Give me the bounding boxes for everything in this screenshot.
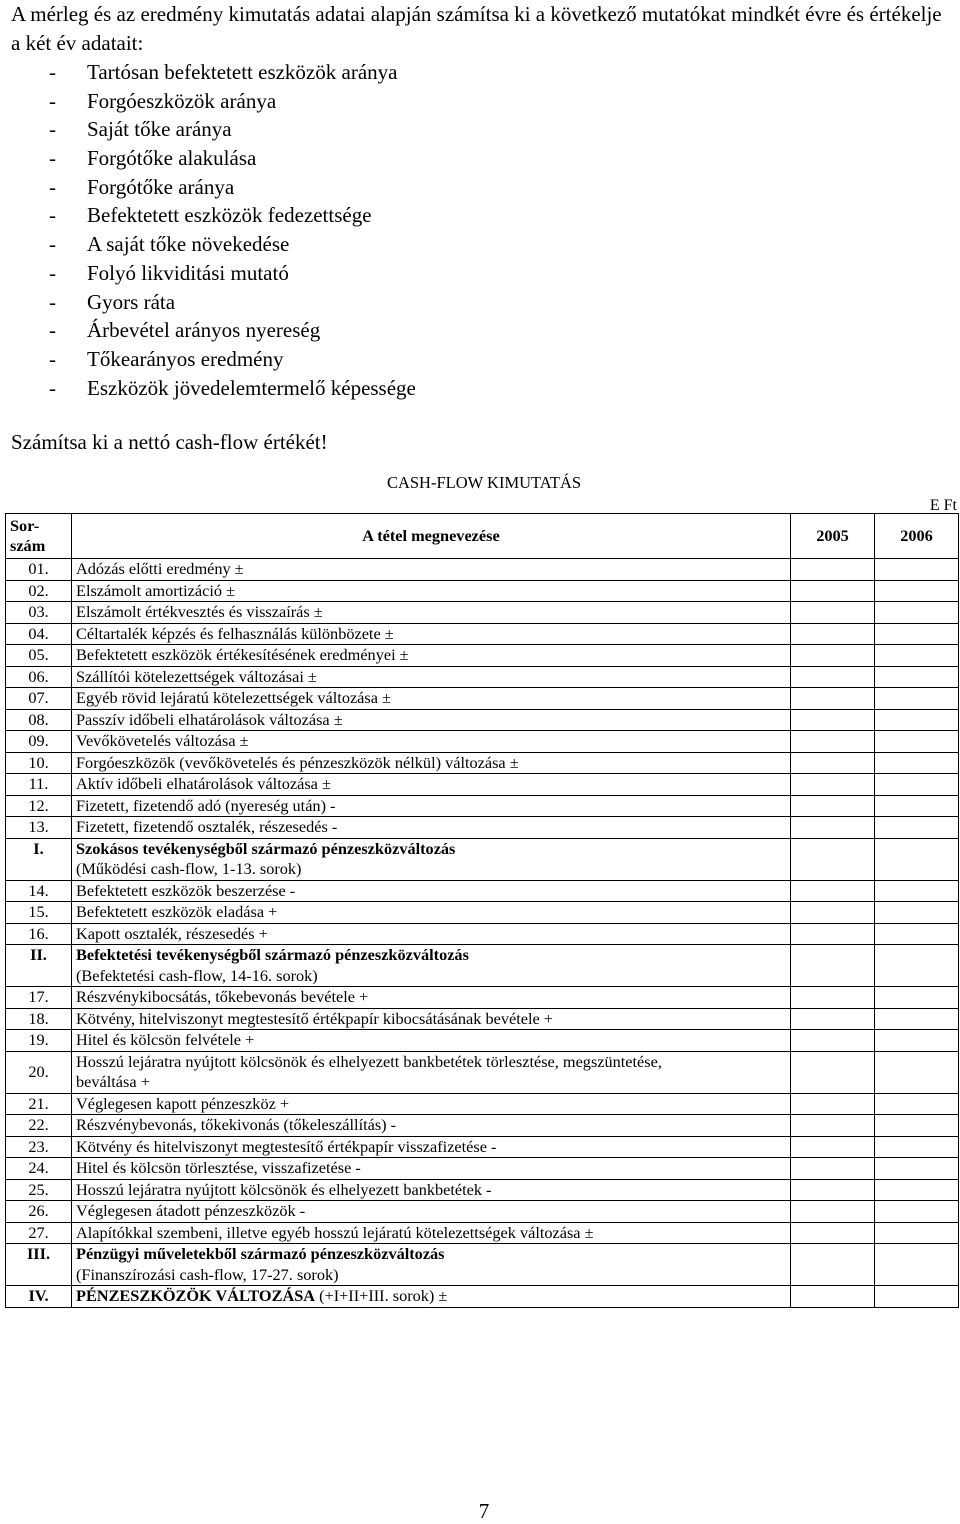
bullet-dash: - [49, 146, 56, 171]
header-sorszam-line2: szám [10, 536, 46, 555]
row-label [72, 645, 791, 667]
value-2006-cell[interactable] [875, 987, 959, 1009]
value-2006-cell[interactable] [875, 1008, 959, 1030]
row-label-bold: PÉNZESZKÖZÖK VÁLTOZÁSA [76, 1286, 316, 1305]
indicator-label: Befektetett eszközök fedezettsége [87, 203, 372, 228]
bullet-dash: - [49, 346, 56, 371]
indicator-label: Tartósan befektetett eszközök aránya [87, 60, 398, 84]
row-label-text: Véglegesen kapott pénzeszköz + [76, 1093, 290, 1113]
table-row [6, 645, 959, 667]
row-number: 03. [6, 602, 72, 624]
row-label [72, 817, 791, 839]
row-label [72, 1244, 791, 1286]
row-label-line2: (Finanszírozási cash-flow, 17-27. sorok) [76, 1264, 339, 1284]
value-2006-cell[interactable] [875, 1158, 959, 1180]
row-label [72, 774, 791, 796]
row-label [72, 1051, 791, 1093]
indicator-label: Forgótőke alakulása [87, 146, 257, 171]
row-number: 11. [6, 774, 72, 796]
indicator-label: Tőkearányos eredmény [87, 346, 284, 371]
value-2005-cell[interactable] [791, 1158, 875, 1180]
value-2006-cell[interactable] [875, 1093, 959, 1115]
indicator-list [11, 58, 956, 402]
row-label [72, 559, 791, 581]
indicator-label: A saját tőke növekedése [87, 232, 290, 257]
value-2005-cell[interactable] [791, 1093, 875, 1115]
row-label-text: Részvénykibocsátás, tőkebevonás bevétele + [76, 987, 369, 1006]
row-label-text: Hitel és kölcsön felvétele + [76, 1030, 255, 1049]
table-row [6, 1244, 959, 1286]
row-label-text: Elszámolt értékvesztés és visszaírás ± [76, 602, 323, 621]
table-row [6, 774, 959, 796]
indicator-label: Forgótőke aránya [87, 174, 235, 199]
indicator-item [11, 201, 956, 230]
value-2005-cell[interactable] [791, 1136, 875, 1158]
value-2006-cell[interactable] [875, 1222, 959, 1244]
row-label-text: Céltartalék képzés és felhasználás különbözete ± [76, 623, 394, 643]
indicator-item [11, 87, 956, 116]
value-2005-cell[interactable] [791, 1115, 875, 1137]
row-label-text: Hosszú lejáratra nyújtott kölcsönök és elhelyezett bankbetétek törlesztése, megszüntetése, [76, 1051, 662, 1071]
indicator-item [11, 230, 956, 259]
intro-section [11, 0, 956, 402]
row-number: 18. [6, 1008, 72, 1030]
row-label-line2: beváltása + [76, 1072, 150, 1091]
row-number: 22. [6, 1115, 72, 1137]
cashflow-table [5, 513, 959, 1308]
indicator-label: Árbevétel arányos nyereség [87, 318, 321, 343]
indicator-item [11, 316, 956, 345]
row-label-text: Adózás előtti eredmény ± [76, 559, 244, 578]
bullet-dash: - [49, 318, 56, 343]
indicator-item [11, 144, 956, 173]
row-label [72, 987, 791, 1009]
value-2006-cell[interactable] [875, 645, 959, 667]
row-label [72, 623, 791, 645]
table-row [6, 987, 959, 1009]
table-row [6, 795, 959, 817]
row-label [72, 1030, 791, 1052]
row-label [72, 838, 791, 880]
row-label [72, 1201, 791, 1223]
row-label-text: Kötvény, hitelviszonyt megtestesítő értékpapír kibocsátásának bevétele + [76, 1008, 553, 1028]
value-2006-cell[interactable] [875, 1030, 959, 1052]
indicator-label: Eszközök jövedelemtermelő képessége [87, 375, 416, 400]
value-2006-cell[interactable] [875, 752, 959, 774]
value-2005-cell[interactable] [791, 817, 875, 839]
row-label-text: Passzív időbeli elhatárolások változása ± [76, 709, 343, 729]
indicator-label: Saját tőke aránya [87, 117, 232, 142]
task-text: Számítsa ki a nettó cash-flow értékét! [11, 430, 328, 454]
table-row [6, 602, 959, 624]
indicator-label: Folyó likviditási mutató [87, 260, 289, 285]
value-2005-cell[interactable] [791, 1179, 875, 1201]
value-2005-cell[interactable] [791, 1222, 875, 1244]
table-row [6, 945, 959, 987]
value-2005-cell[interactable] [791, 923, 875, 945]
header-item-name: A tétel megnevezése [72, 514, 791, 559]
row-label [72, 923, 791, 945]
row-number: 06. [6, 666, 72, 688]
value-2006-cell[interactable] [875, 1286, 959, 1308]
row-label [72, 1093, 791, 1115]
bullet-dash: - [49, 375, 56, 400]
value-2006-cell[interactable] [875, 580, 959, 602]
row-number: 23. [6, 1136, 72, 1158]
row-number: 17. [6, 987, 72, 1009]
table-row [6, 1201, 959, 1223]
row-label-text: (+I+II+III. sorok) ± [315, 1286, 448, 1305]
row-label [72, 1008, 791, 1030]
value-2006-cell[interactable] [875, 880, 959, 902]
bullet-dash: - [49, 203, 56, 228]
value-2006-cell[interactable] [875, 817, 959, 839]
value-2005-cell[interactable] [791, 1051, 875, 1093]
table-row [6, 731, 959, 753]
row-label-text: Hosszú lejáratra nyújtott kölcsönök és elhelyezett bankbetétek - [76, 1179, 492, 1199]
bullet-dash: - [49, 117, 56, 142]
table-row [6, 817, 959, 839]
value-2006-cell[interactable] [875, 1115, 959, 1137]
table-row [6, 1179, 959, 1201]
value-2006-cell[interactable] [875, 1201, 959, 1223]
row-number: III. [6, 1244, 72, 1286]
row-label [72, 880, 791, 902]
indicator-item [11, 115, 956, 144]
row-number: 21. [6, 1093, 72, 1115]
row-label [72, 1158, 791, 1180]
header-sorszam-line1: Sor- [10, 516, 40, 535]
indicator-item [11, 288, 956, 317]
row-number: 04. [6, 623, 72, 645]
row-label-text: Elszámolt amortizáció ± [76, 580, 236, 600]
row-number: 16. [6, 923, 72, 945]
row-number: 08. [6, 709, 72, 731]
value-2006-cell[interactable] [875, 1051, 959, 1093]
row-number: 20. [6, 1051, 72, 1093]
row-number: 01. [6, 559, 72, 581]
value-2005-cell[interactable] [791, 731, 875, 753]
table-row [6, 1008, 959, 1030]
value-2006-cell[interactable] [875, 688, 959, 710]
value-2006-cell[interactable] [875, 1244, 959, 1286]
row-number: 07. [6, 688, 72, 710]
row-label [72, 580, 791, 602]
table-row [6, 709, 959, 731]
table-row [6, 1222, 959, 1244]
table-header-row [6, 514, 959, 559]
value-2005-cell[interactable] [791, 1030, 875, 1052]
row-label-text: Szállítói kötelezettségek változásai ± [76, 666, 317, 686]
unit-label: E Ft [929, 497, 957, 514]
value-2005-cell[interactable] [791, 623, 875, 645]
row-number: IV. [6, 1286, 72, 1308]
row-number: 05. [6, 645, 72, 667]
value-2006-cell[interactable] [875, 731, 959, 753]
row-number: 27. [6, 1222, 72, 1244]
intro-text: A mérleg és az eredmény kimutatás adatai alapján számítsa ki a következő mutatókat mindkét évre és értékelje a két év adatait: [11, 2, 942, 55]
header-sorszam [6, 514, 72, 559]
row-label [72, 1179, 791, 1201]
table-row [6, 666, 959, 688]
indicator-item [11, 374, 956, 403]
bullet-dash: - [49, 174, 56, 199]
bullet-dash: - [49, 260, 56, 285]
row-label-text: Fizetett, fizetendő osztalék, részesedés - [76, 817, 338, 836]
row-label-bold: Befektetési tevékenységből származó pénzeszközváltozás [76, 945, 469, 964]
value-2006-cell[interactable] [875, 623, 959, 645]
row-label-text: Véglegesen átadott pénzeszközök - [76, 1201, 306, 1220]
indicator-label: Forgóeszközök aránya [87, 88, 277, 113]
value-2006-cell[interactable] [875, 709, 959, 731]
bullet-dash: - [49, 232, 56, 257]
indicator-item [11, 345, 956, 374]
table-row [6, 559, 959, 581]
row-label [72, 666, 791, 688]
header-year-2006: 2006 [875, 514, 959, 559]
row-label-text: Forgóeszközök (vevőkövetelés és pénzeszközök nélkül) változása ± [76, 752, 519, 772]
row-number: 24. [6, 1158, 72, 1180]
value-2005-cell[interactable] [791, 580, 875, 602]
value-2006-cell[interactable] [875, 1136, 959, 1158]
page-number: 7 [478, 1499, 490, 1523]
row-label-line2: (Befektetési cash-flow, 14-16. sorok) [76, 965, 318, 985]
value-2005-cell[interactable] [791, 880, 875, 902]
table-row [6, 1051, 959, 1093]
table-row [6, 923, 959, 945]
row-number: 19. [6, 1030, 72, 1052]
row-number: 12. [6, 795, 72, 817]
value-2005-cell[interactable] [791, 709, 875, 731]
table-row [6, 752, 959, 774]
row-number: 15. [6, 902, 72, 924]
table-row [6, 1286, 959, 1308]
row-number: 09. [6, 731, 72, 753]
value-2006-cell[interactable] [875, 945, 959, 987]
value-2005-cell[interactable] [791, 559, 875, 581]
value-2005-cell[interactable] [791, 666, 875, 688]
table-row [6, 1093, 959, 1115]
indicator-item [11, 259, 956, 288]
row-label [72, 688, 791, 710]
table-row [6, 1030, 959, 1052]
value-2005-cell[interactable] [791, 987, 875, 1009]
value-2005-cell[interactable] [791, 1201, 875, 1223]
row-number: 10. [6, 752, 72, 774]
row-label [72, 1136, 791, 1158]
value-2006-cell[interactable] [875, 666, 959, 688]
row-label-text: Befektetett eszközök értékesítésének eredményei ± [76, 645, 409, 664]
row-label [72, 902, 791, 924]
value-2005-cell[interactable] [791, 1286, 875, 1308]
value-2005-cell[interactable] [791, 774, 875, 796]
row-number: 13. [6, 817, 72, 839]
row-label [72, 731, 791, 753]
value-2005-cell[interactable] [791, 945, 875, 987]
value-2005-cell[interactable] [791, 838, 875, 880]
table-row [6, 688, 959, 710]
value-2005-cell[interactable] [791, 1244, 875, 1286]
row-label-text: Kapott osztalék, részesedés + [76, 923, 268, 943]
row-label-text: Hitel és kölcsön törlesztése, visszafizetése - [76, 1158, 361, 1177]
value-2006-cell[interactable] [875, 902, 959, 924]
value-2006-cell[interactable] [875, 602, 959, 624]
value-2005-cell[interactable] [791, 795, 875, 817]
value-2005-cell[interactable] [791, 1008, 875, 1030]
row-label-line2: (Működési cash-flow, 1-13. sorok) [76, 859, 302, 878]
value-2005-cell[interactable] [791, 752, 875, 774]
row-label [72, 1115, 791, 1137]
row-number: II. [6, 945, 72, 987]
indicator-item [11, 58, 956, 87]
row-label [72, 1286, 791, 1308]
row-number: 25. [6, 1179, 72, 1201]
table-row [6, 580, 959, 602]
table-row [6, 1115, 959, 1137]
row-label-text: Vevőkövetelés változása ± [76, 731, 249, 750]
indicator-item [11, 173, 956, 202]
value-2006-cell[interactable] [875, 1179, 959, 1201]
table-row [6, 623, 959, 645]
value-2005-cell[interactable] [791, 902, 875, 924]
row-number: I. [6, 838, 72, 880]
value-2006-cell[interactable] [875, 923, 959, 945]
header-year-2005: 2005 [791, 514, 875, 559]
bullet-dash: - [49, 289, 56, 314]
value-2005-cell[interactable] [791, 645, 875, 667]
row-label [72, 945, 791, 987]
cashflow-title: CASH-FLOW KIMUTATÁS [386, 473, 582, 492]
row-label [72, 709, 791, 731]
row-label [72, 602, 791, 624]
table-row [6, 1158, 959, 1180]
value-2005-cell[interactable] [791, 602, 875, 624]
row-label-text: Részvénybevonás, tőkekivonás (tőkeleszállítás) - [76, 1115, 397, 1134]
value-2005-cell[interactable] [791, 688, 875, 710]
table-row [6, 880, 959, 902]
value-2006-cell[interactable] [875, 795, 959, 817]
value-2006-cell[interactable] [875, 838, 959, 880]
row-label-text: Kötvény és hitelviszonyt megtestesítő értékpapír visszafizetése - [76, 1136, 497, 1156]
row-number: 02. [6, 580, 72, 602]
row-label [72, 1222, 791, 1244]
row-label-text: Fizetett, fizetendő adó (nyereség után) - [76, 795, 336, 815]
table-row [6, 838, 959, 880]
row-label-text: Alapítókkal szembeni, illetve egyéb hosszú lejáratú kötelezettségek változása ± [76, 1222, 594, 1242]
indicator-label: Gyors ráta [87, 289, 176, 314]
row-label-bold: Pénzügyi műveletekből származó pénzeszközváltozás [76, 1244, 445, 1263]
table-row [6, 1136, 959, 1158]
row-label-bold: Szokásos tevékenységből származó pénzeszközváltozás [76, 838, 456, 858]
row-number: 14. [6, 880, 72, 902]
row-label-text: Egyéb rövid lejáratú kötelezettségek változása ± [76, 688, 391, 707]
value-2006-cell[interactable] [875, 774, 959, 796]
row-number: 26. [6, 1201, 72, 1223]
value-2006-cell[interactable] [875, 559, 959, 581]
row-label [72, 795, 791, 817]
row-label-text: Befektetett eszközök eladása + [76, 902, 278, 921]
bullet-dash: - [49, 60, 56, 84]
table-row [6, 902, 959, 924]
row-label [72, 752, 791, 774]
row-label-text: Aktív időbeli elhatárolások változása ± [76, 774, 331, 793]
row-label-text: Befektetett eszközök beszerzése - [76, 880, 296, 900]
bullet-dash: - [49, 88, 56, 113]
